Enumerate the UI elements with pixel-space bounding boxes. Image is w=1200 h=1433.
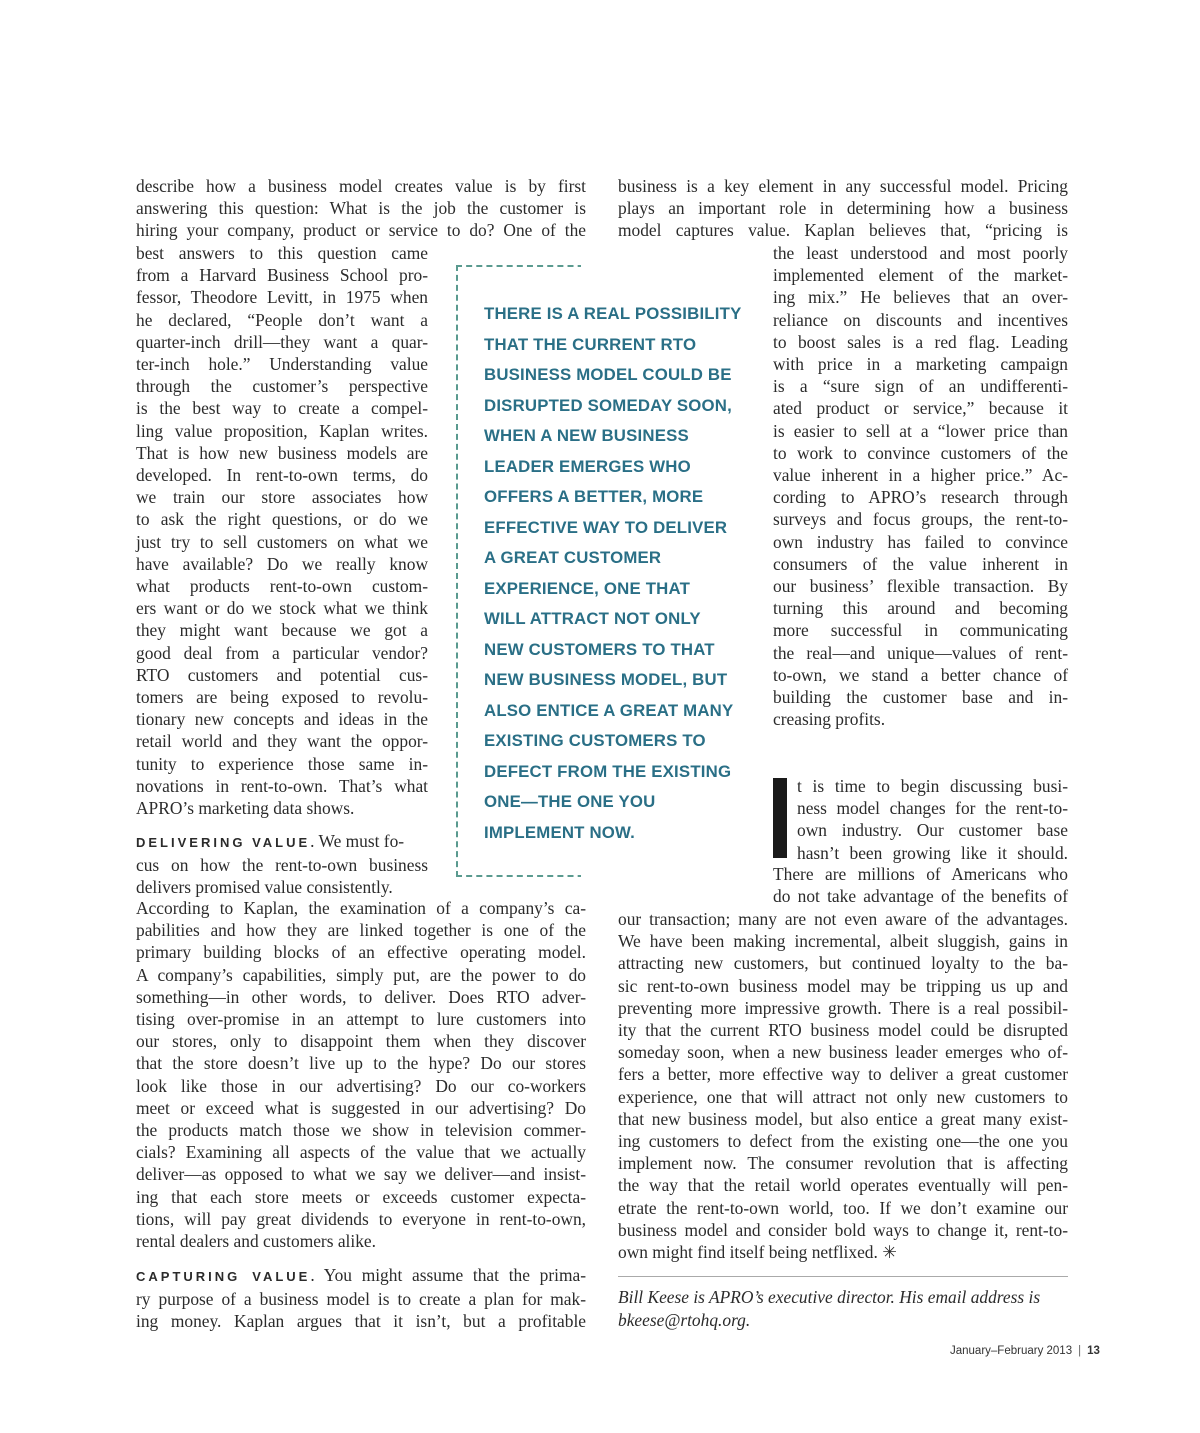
text-line: describe how a business model creates value is by first	[136, 176, 586, 196]
text-line: experience, one that will attract not only new customers to	[618, 1086, 1068, 1107]
text-line: he declared, “People don’t want a	[136, 309, 428, 330]
text-line: preventing more impressive growth. There is a real possibil-	[618, 997, 1068, 1018]
page-footer: January–February 2013 | 13	[950, 1345, 1100, 1357]
delivering-value-subhead: DELIVERING VALUE	[136, 835, 311, 850]
text-line: they might want because we got a	[136, 620, 428, 641]
text-line: to-own, we stand a better chance of	[773, 664, 1068, 685]
text-line: cording to APRO’s research through	[773, 487, 1068, 508]
right-narrow-paragraph	[773, 242, 1068, 730]
right-bottom-paragraph	[618, 908, 1068, 1263]
bio-divider	[618, 1276, 1068, 1277]
text-line: have available? Do we really know	[136, 553, 428, 574]
text-line: do not take advantage of the benefits of	[773, 886, 1068, 907]
text-line: more successful in communicating	[773, 620, 1068, 641]
text-line: ing that each store meets or exceeds customer expecta-	[136, 1186, 586, 1207]
text-line: APRO’s marketing data shows.	[136, 798, 355, 819]
text-line: novations in rent-to-own. That’s what	[136, 775, 428, 796]
text-line: fessor, Theodore Levitt, in 1975 when	[136, 287, 428, 308]
text-line: creasing profits.	[773, 709, 886, 730]
left-top-paragraph	[136, 175, 586, 242]
text-line: attracting new customers, but continued loyalty to the ba-	[618, 953, 1068, 974]
text-line: primary building blocks of an effective operating model.	[136, 942, 586, 963]
text-line: surveys and focus groups, the rent-to-	[773, 509, 1068, 530]
text-line: best answers to this question came	[136, 243, 428, 263]
text-line: sic rent-to-own business model may be tripping us up and	[618, 975, 1068, 996]
delivering-value-paragraph: DELIVERING VALUE. We must fo- cus on how the rent-to-own business delivers promised value consistently.	[136, 831, 428, 898]
text-line: to ask the right questions, or do we	[136, 509, 428, 530]
text-line: reliance on discounts and incentives	[773, 309, 1068, 330]
text-line: something—in other words, to deliver. Does RTO adver-	[136, 986, 586, 1007]
text-line: implement now. The consumer revolution that is affecting	[618, 1153, 1068, 1174]
text-line: hiring your company, product or service to do? One of the	[136, 220, 586, 241]
text-line: value inherent in a higher price.” Ac-	[773, 465, 1068, 486]
text-line: According to Kaplan, the examination of a company’s ca-	[136, 898, 586, 918]
issue-date: January–February 2013	[950, 1345, 1073, 1357]
text-line: the real—and unique—values of rent-	[773, 642, 1068, 663]
pullquote-line: OFFERS A BETTER, MORE	[484, 487, 704, 506]
pullquote-line: WHEN A NEW BUSINESS	[484, 426, 689, 445]
text-line: turning this around and becoming	[773, 598, 1068, 619]
text-line: that new business model, but also entice a great many exist-	[618, 1108, 1068, 1129]
text-line: developed. In rent-to-own terms, do	[136, 465, 428, 486]
drop-cap-paragraph-continued	[773, 863, 1068, 907]
text-line: the way that the retail world operates eventually will pen-	[618, 1175, 1068, 1196]
pullquote-line: ALSO ENTICE A GREAT MANY	[484, 700, 734, 720]
text-line: implemented element of the market-	[773, 265, 1068, 286]
text-line: We have been making incremental, albeit sluggish, gains in	[618, 931, 1068, 952]
pullquote-line: EXISTING CUSTOMERS TO	[484, 731, 706, 750]
left-narrow-paragraph	[136, 242, 428, 819]
text-line: ing mix.” He believes that an over-	[773, 287, 1068, 308]
text-line: with price in a marketing campaign	[773, 354, 1068, 375]
text-line: That is how new business models are	[136, 442, 428, 463]
text-line: someday soon, when a new business leader emerges who of-	[618, 1042, 1068, 1063]
text-line: just try to sell customers on what we	[136, 531, 428, 552]
text-line: ated product or service,” because it	[773, 398, 1068, 419]
text-line: look like those in our advertising? Do our co-workers	[136, 1075, 586, 1096]
text-line: A company’s capabilities, simply put, are the power to do	[136, 964, 586, 985]
text-line: ity that the current RTO business model could be disrupted	[618, 1020, 1068, 1041]
text-line: we train our store associates how	[136, 487, 428, 508]
text-line: rental dealers and customers alike.	[136, 1231, 376, 1252]
text-line: ness model changes for the rent-to-	[797, 798, 1068, 819]
text-line: ter-inch hole.” Understanding value	[136, 354, 428, 375]
pullquote-line: NEW BUSINESS MODEL, BUT	[484, 670, 728, 689]
pullquote-line: ONE—THE ONE YOU	[484, 792, 656, 811]
text-line: own industry has failed to convince	[773, 531, 1068, 552]
pullquote-line: BUSINESS MODEL COULD BE	[484, 365, 732, 384]
text-line: tionary new concepts and ideas in the	[136, 709, 428, 730]
pullquote-line: THERE IS A REAL POSSIBILITY	[484, 304, 742, 323]
text-line: that the store doesn’t live up to the hype? Do our stores	[136, 1053, 586, 1074]
text-line: quarter-inch drill—they want a quar-	[136, 331, 428, 352]
text-line: building the customer base and in-	[773, 687, 1068, 708]
text-line: ers want or do we stock what we think	[136, 598, 428, 619]
pullquote-line: A GREAT CUSTOMER	[484, 548, 662, 567]
text-line: what products rent-to-own custom-	[136, 576, 428, 597]
right-top-paragraph	[618, 175, 1068, 242]
text-line: deliver—as opposed to what we say we deliver—and insist-	[136, 1164, 586, 1185]
pullquote-line: EFFECTIVE WAY TO DELIVER	[484, 517, 728, 537]
drop-cap	[773, 778, 787, 858]
text-line: ing customers to defect from the existing one—the one you	[618, 1131, 1068, 1152]
text-line: hasn’t been growing like it should.	[797, 842, 1068, 863]
pullquote-line: WILL ATTRACT NOT ONLY	[484, 609, 701, 628]
text-line: fers a better, more effective way to deliver a great customer	[618, 1064, 1068, 1085]
author-bio	[618, 1286, 1068, 1331]
text-line: RTO customers and potential cus-	[136, 664, 428, 685]
text-line: tising over-promise in an attempt to lure customers into	[136, 1009, 586, 1030]
text-line: own might find itself being netflixed. ✳	[618, 1242, 897, 1263]
pullquote-line: IMPLEMENT NOW.	[484, 822, 636, 842]
capturing-value-subhead: CAPTURING VALUE	[136, 1269, 311, 1284]
pullquote-line: THAT THE CURRENT RTO	[484, 334, 697, 354]
pullquote-line: NEW CUSTOMERS TO THAT	[484, 639, 715, 659]
left-wide-paragraph	[136, 897, 586, 1252]
pullquote-line: DEFECT FROM THE EXISTING	[484, 761, 732, 781]
text-line: retail world and they want the oppor-	[136, 731, 428, 752]
text-line: business is a key element in any successful model. Pricing	[618, 176, 1068, 196]
text-line: plays an important role in determining how a business	[618, 198, 1068, 219]
text-line: consumers of the value inherent in	[773, 553, 1068, 574]
text-line: tomers are being exposed to revolu-	[136, 687, 428, 708]
text-line: meet or exceed what is suggested in our advertising? Do	[136, 1097, 586, 1118]
text-line: our business’ flexible transaction. By	[773, 576, 1068, 597]
page-number: 13	[1087, 1345, 1100, 1357]
bio-line: Bill Keese is APRO’s executive director. His email address is	[618, 1287, 1041, 1307]
pullquote	[484, 299, 754, 848]
capturing-value-paragraph: CAPTURING VALUE. You might assume that the prima- ry purpose of a business model is to create a plan for mak- ing money. Kaplan argues that it isn’t, but a profitable	[136, 1265, 587, 1332]
text-line: from a Harvard Business School pro-	[136, 265, 428, 286]
text-line: is the best way to create a compel-	[136, 398, 428, 419]
text-line: the products match those we show in television commer-	[136, 1120, 586, 1141]
text-line: to work to convince customers of the	[773, 442, 1068, 463]
text-line: our stores, only to disappoint them when they discover	[136, 1031, 586, 1052]
pullquote-line: DISRUPTED SOMEDAY SOON,	[484, 395, 732, 415]
text-line: answering this question: What is the job the customer is	[136, 198, 586, 219]
text-line: etrate the rent-to-own world, too. If we don’t examine our	[618, 1197, 1068, 1218]
text-line: tions, will pay great dividends to everyone in rent-to-own,	[136, 1208, 586, 1229]
text-line: There are millions of Americans who	[773, 864, 1068, 884]
text-line: model captures value. Kaplan believes that, “pricing is	[618, 220, 1068, 241]
text-line: t is time to begin discussing busi-	[797, 776, 1068, 796]
pullquote-line: EXPERIENCE, ONE THAT	[484, 578, 691, 598]
text-line: tunity to experience those same in-	[136, 753, 428, 774]
text-line: ling value proposition, Kaplan writes.	[136, 420, 428, 441]
text-line: own industry. Our customer base	[797, 820, 1068, 841]
text-line: good deal from a particular vendor?	[136, 642, 428, 663]
text-line: is easier to sell at a “lower price than	[773, 420, 1068, 441]
text-line: our transaction; many are not even aware of the advantages.	[618, 909, 1068, 929]
text-line: is a “sure sign of an undifferenti-	[773, 376, 1068, 397]
bio-line: bkeese@rtohq.org.	[618, 1309, 751, 1330]
text-line: through the customer’s perspective	[136, 376, 428, 397]
text-line: to boost sales is a red flag. Leading	[773, 331, 1068, 352]
text-line: cials? Examining all aspects of the value that we actually	[136, 1142, 586, 1163]
text-line: the least understood and most poorly	[773, 243, 1068, 263]
drop-cap-paragraph	[797, 775, 1068, 864]
text-line: pabilities and how they are linked together is one of the	[136, 920, 586, 941]
pullquote-line: LEADER EMERGES WHO	[484, 456, 691, 476]
text-line: business model and consider bold ways to change it, rent-to-	[618, 1219, 1068, 1240]
